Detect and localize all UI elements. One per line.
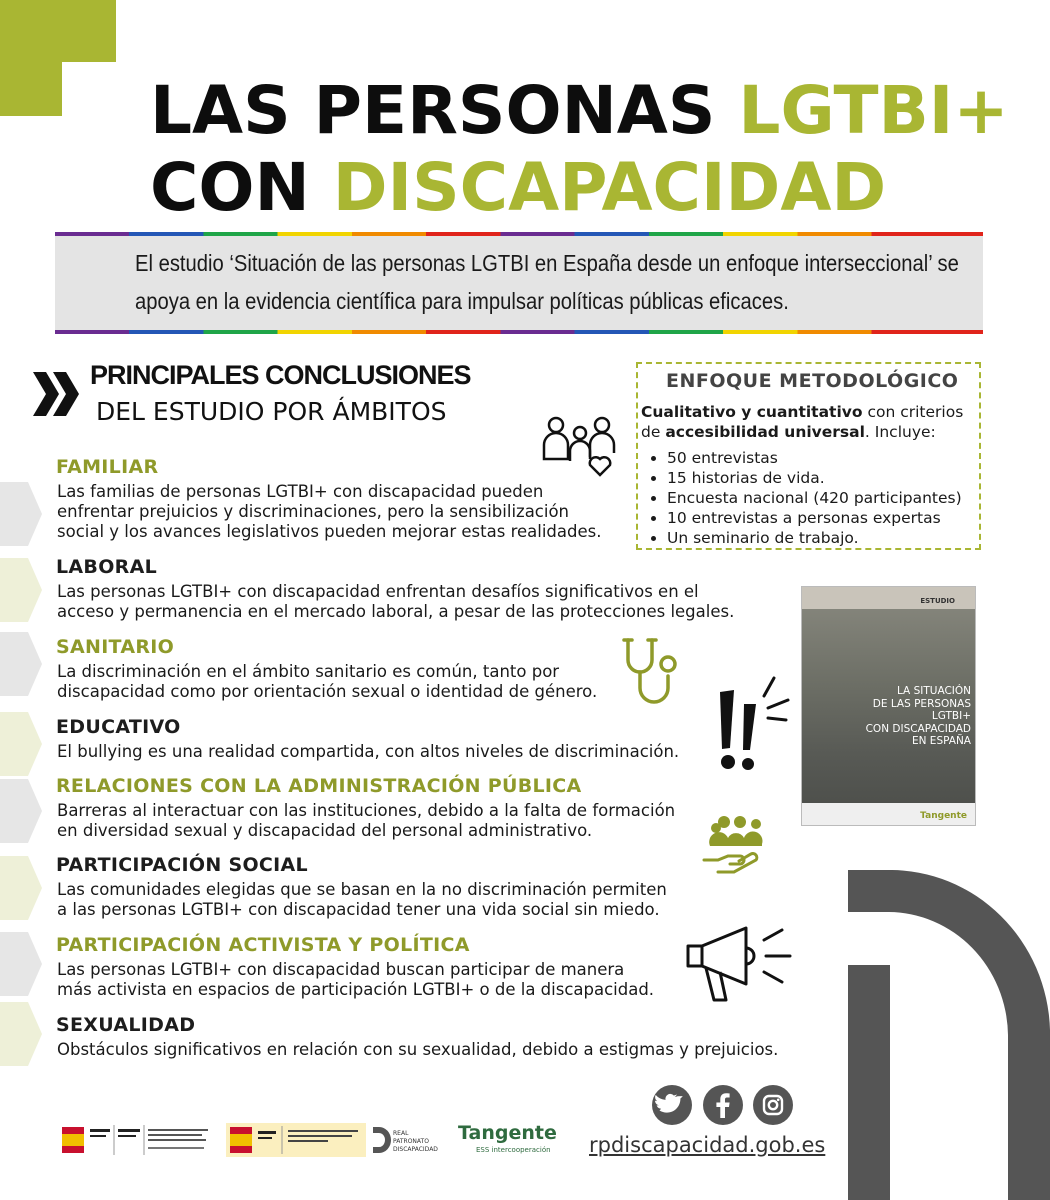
methodology-bold: Cualitativo y cuantitativo xyxy=(641,403,863,421)
title-accent: LGTBI+ xyxy=(738,72,1009,149)
list-item: • 15 historias de vida. xyxy=(667,468,981,488)
section-line: Las personas LGTBI+ con discapacidad enfrentan desafíos significativos en el xyxy=(57,582,699,601)
methodology-text: . Incluye: xyxy=(864,423,936,441)
methodology-text: con criterios de xyxy=(641,403,964,441)
tangente-subtitle: ESS intercooperación xyxy=(476,1146,551,1154)
tangente-logo: Tangente xyxy=(458,1122,557,1144)
section-title: RELACIONES CON LA ADMINISTRACIÓN PÚBLICA xyxy=(56,775,582,797)
page-title-line-2 xyxy=(150,149,887,226)
section-body xyxy=(57,742,679,762)
megaphone-icon xyxy=(680,924,792,1006)
section-title: EDUCATIVO xyxy=(56,716,181,738)
conclusions-subheading: DEL ESTUDIO POR ÁMBITOS xyxy=(96,397,447,426)
section-title: FAMILIAR xyxy=(56,456,159,478)
section-tab-shape xyxy=(0,632,42,696)
svg-text:DISCAPACIDAD: DISCAPACIDAD xyxy=(393,1146,438,1153)
gobierno-derechos-sociales-logo xyxy=(226,1123,366,1157)
section-line: Barreras al interactuar con las instituciones, debido a la falta de formación xyxy=(57,801,676,820)
stethoscope-icon xyxy=(618,634,688,714)
cover-title-line: LA SITUACIÓN xyxy=(896,685,971,697)
list-item: • Encuesta nacional (420 participantes) xyxy=(667,488,981,508)
title-part: LAS PERSONAS xyxy=(150,72,739,149)
rainbow-stripe-top xyxy=(55,232,983,236)
double-chevron-icon xyxy=(33,372,81,416)
section-line: a las personas LGTBI+ con discapacidad tener una vida social sin miedo. xyxy=(57,900,660,919)
section-body xyxy=(57,801,675,841)
corner-decoration-inner xyxy=(62,62,116,116)
methodology-bold: accesibilidad universal xyxy=(665,423,865,441)
cover-tag: ESTUDIO xyxy=(920,597,955,605)
list-item: • Un seminario de trabajo. xyxy=(667,528,981,548)
svg-text:REAL: REAL xyxy=(393,1130,409,1137)
cover-title xyxy=(806,685,971,748)
family-icon xyxy=(540,415,620,477)
section-line: Obstáculos significativos en relación con su sexualidad, debido a estigmas y prejuicios. xyxy=(57,1040,779,1059)
methodology-list xyxy=(641,448,981,548)
section-line: enfrentar prejuicios y discriminaciones, pero la sensibilización xyxy=(57,502,570,521)
section-tab-shape xyxy=(0,856,42,920)
report-cover-image xyxy=(801,586,976,826)
title-part: CON xyxy=(150,149,333,226)
methodology-body xyxy=(641,402,981,548)
section-title: SEXUALIDAD xyxy=(56,1014,196,1036)
facebook-icon[interactable] xyxy=(703,1085,743,1125)
section-tab-shape xyxy=(0,932,42,996)
section-line: más activista en espacios de participación LGTBI+ o de la discapacidad. xyxy=(57,980,655,999)
section-title: PARTICIPACIÓN ACTIVISTA Y POLÍTICA xyxy=(56,934,470,956)
cover-title-line: DE LAS PERSONAS xyxy=(872,697,971,710)
community-hand-icon xyxy=(702,814,768,880)
section-tab-shape xyxy=(0,712,42,776)
section-line: en diversidad sexual y discapacidad del personal administrativo. xyxy=(57,821,593,840)
section-title: SANITARIO xyxy=(56,636,175,658)
section-body xyxy=(57,1040,778,1060)
methodology-title: ENFOQUE METODOLÓGICO xyxy=(666,370,959,392)
list-item: • 50 entrevistas xyxy=(667,448,981,468)
title-accent: DISCAPACIDAD xyxy=(332,149,887,226)
brand-d-shape xyxy=(848,870,1050,1200)
section-line: acceso y permanencia en el mercado laboral, a pesar de las protecciones legales. xyxy=(57,602,735,621)
section-body xyxy=(57,880,667,920)
methodology-box xyxy=(636,362,981,550)
twitter-icon[interactable] xyxy=(652,1085,692,1125)
section-body xyxy=(57,482,601,542)
website-link[interactable]: rpdiscapacidad.gob.es xyxy=(589,1133,826,1157)
section-tab-shape xyxy=(0,779,42,843)
section-line: La discriminación en el ámbito sanitario es común, tanto por xyxy=(57,662,560,681)
cover-brand: Tangente xyxy=(920,811,967,821)
section-tab-shape xyxy=(0,482,42,546)
section-line: Las familias de personas LGTBI+ con discapacidad pueden xyxy=(57,482,544,501)
section-body xyxy=(57,662,597,702)
section-line: discapacidad como por orientación sexual o identidad de género. xyxy=(57,682,598,701)
section-title: PARTICIPACIÓN SOCIAL xyxy=(56,854,308,876)
section-line: social y los avances legislativos pueden mejorar estas realidades. xyxy=(57,522,602,541)
cover-title-line: EN ESPAÑA xyxy=(911,735,971,747)
intro-text: El estudio ‘Situación de las personas LGTBI en España desde un enfoque interseccional’ se apoya en la evidencia científica para impulsar políticas públicas eficaces. xyxy=(135,250,959,314)
section-title: LABORAL xyxy=(56,556,157,578)
section-line: Las comunidades elegidas que se basan en la no discriminación permiten xyxy=(57,880,667,899)
conclusions-heading: PRINCIPALES CONCLUSIONES xyxy=(90,360,471,390)
gobierno-igualdad-logo xyxy=(60,1123,215,1157)
exclamation-icon xyxy=(708,670,792,778)
section-body xyxy=(57,960,654,1000)
instagram-icon[interactable] xyxy=(753,1085,793,1125)
section-body xyxy=(57,582,734,622)
cover-title-line: CON DISCAPACIDAD xyxy=(865,722,971,735)
real-patronato-logo xyxy=(371,1123,443,1157)
list-item: • 10 entrevistas a personas expertas xyxy=(667,508,981,528)
section-tab-shape xyxy=(0,1002,42,1066)
section-tab-shape xyxy=(0,558,42,622)
section-line: Las personas LGTBI+ con discapacidad buscan participar de manera xyxy=(57,960,625,979)
svg-text:PATRONATO: PATRONATO xyxy=(393,1138,429,1145)
section-line: El bullying es una realidad compartida, con altos niveles de discriminación. xyxy=(57,742,680,761)
page-title-line-1 xyxy=(150,72,1009,149)
cover-title-line: LGTBI+ xyxy=(931,710,971,722)
rainbow-stripe-bottom xyxy=(55,330,983,334)
